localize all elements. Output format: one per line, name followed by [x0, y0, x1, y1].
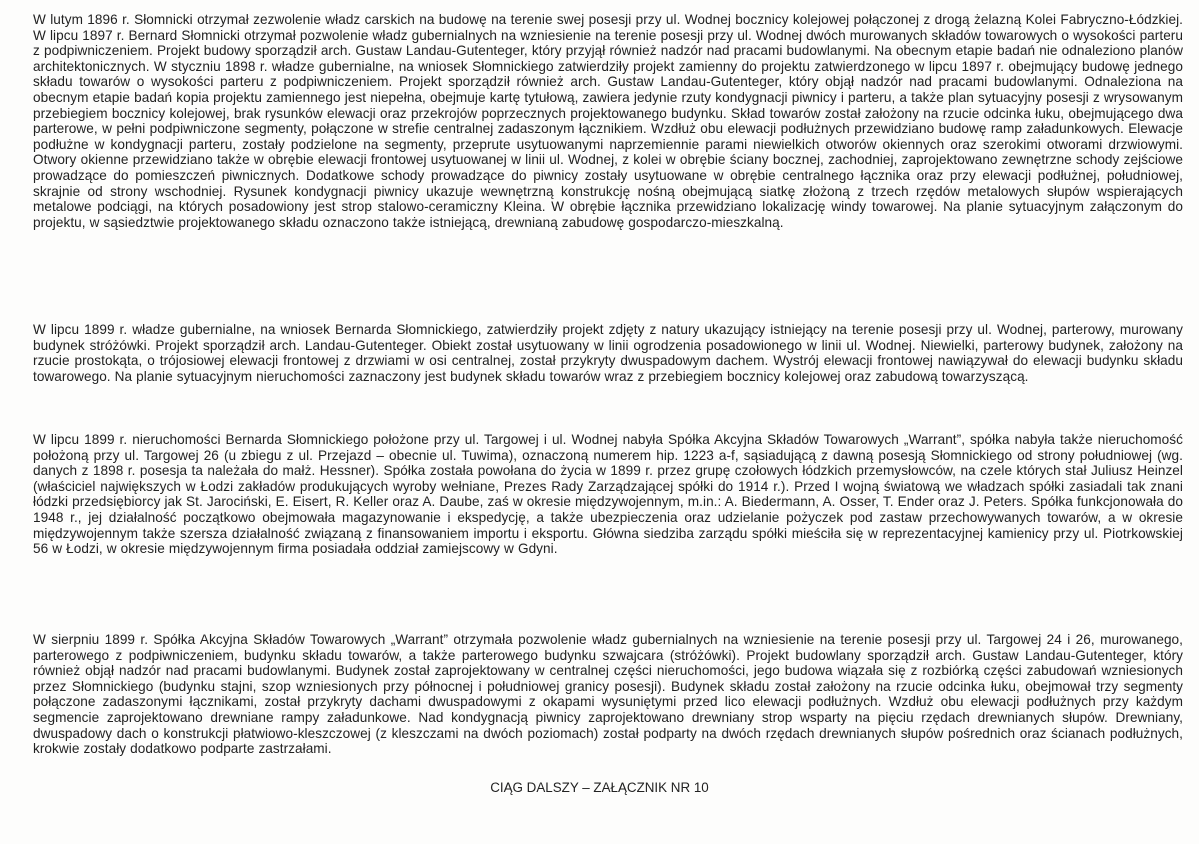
- paragraph-warehouse-construction: W sierpniu 1899 r. Spółka Akcyjna Składów Towarowych „Warrant” otrzymała pozwolenie władz gubernialnych na wzniesienie na terenie posesji przy ul. Targowej 24 i 26, murowanego, parterowego z podpiwniczeniem, budynku składu towarów, a także parterowego budynku szwajcara (stróżówki). Projekt budowlany sporządził arch. Gustaw Landau-Gutenteger, który również objął nadzór nad pracami budowlanymi. Budynek został zaprojektowany w centralnej części nieruchomości, jego budowa wiązała się z rozbiórką części zabudowań wzniesionych przez Słomnickiego (budynku stajni, szop wzniesionych przy północnej i południowej granicy posesji). Budynek składu został założony na rzucie odcinka łuku, obejmował trzy segmenty połączone zadaszonymi łącznikami, został przykryty dachami dwuspadowymi z okapami wysuniętymi przed lico elewacji podłużnych. Wzdłuż obu elewacji podłużnych przy każdym segmencie zaprojektowano drewniane rampy załadunkowe. Nad kondygnacją piwnicy zaprojektowano drewniany strop wsparty na pięciu rzędach drewnianych słupów. Drewniany, dwuspadowy dach o konstrukcji płatwiowo-kleszczowej (z kleszczami na dwóch poziomach) został podparty na dwóch rzędach drewnianych słupów pośrednich oraz ścianach podłużnych, krokwie zostały dodatkowo podparte zastrzałami.: [33, 632, 1183, 757]
- paragraph-warrant-company: W lipcu 1899 r. nieruchomości Bernarda Słomnickiego położone przy ul. Targowej i ul. Wodnej nabyła Spółka Akcyjna Składów Towarowych „Warrant”, spółka nabyła także nieruchomość położoną przy ul. Targowej 26 (u zbiegu z ul. Przejazd – obecnie ul. Tuwima), oznaczoną numerem hip. 1223 a-f, sąsiadującą z dawną posesją Słomnickiego od strony południowej (wg. danych z 1898 r. posesja ta należała do małż. Hessner). Spółka została powołana do życia w 1899 r. przez grupę czołowych łódzkich przemysłowców, na czele których stał Juliusz Heinzel (właściciel największych w Łodzi zakładów produkujących wyroby wełniane, Prezes Rady Zarządzającej spółki do 1914 r.). Przed I wojną światową we władzach spółki zasiadali tak znani łódzki przedsiębiorcy jak St. Jarociński, E. Eisert, R. Keller oraz A. Daube, zaś w okresie międzywojennym, m.in.: A. Biedermann, A. Osser, T. Ender oraz J. Peters. Spółka funkcjonowała do 1948 r., jej działalność początkowo obejmowała magazynowanie i ekspedycję, a także ubezpieczenia oraz udzielanie pożyczek pod zastaw przechowywanych towarów, a w okresie międzywojennym także szersza działalność związaną z finansowaniem importu i eksportu. Główna siedziba zarządu spółki mieściła się w reprezentacyjnej kamienicy przy ul. Piotrkowskiej 56 w Łodzi, w okresie międzywojennym firma posiadała oddział zamiejscowy w Gdyni.: [33, 432, 1183, 557]
- paragraph-warehouse-history: W lutym 1896 r. Słomnicki otrzymał zezwolenie władz carskich na budowę na terenie swej posesji przy ul. Wodnej bocznicy kolejowej połączonej z drogą żelazną Kolei Fabryczno-Łódzkiej. W lipcu 1897 r. Bernard Słomnicki otrzymał pozwolenie władz gubernialnych na wzniesienie na terenie posesji przy ul. Wodnej dwóch murowanych składów towarowych o wysokości parteru z podpiwniczeniem. Projekt budowy sporządził arch. Gustaw Landau-Gutenteger, który przyjął również nadzór nad pracami budowlanymi. Na obecnym etapie badań nie odnaleziono planów architektonicznych. W styczniu 1898 r. władze gubernialne, na wniosek Słomnickiego zatwierdziły projekt zamienny do projektu zatwierdzonego w lipcu 1897 r. obejmujący budowę jednego składu towarów o wysokości parteru z podpiwniczeniem. Projekt sporządził również arch. Gustaw Landau-Gutenteger, który objął nadzór nad pracami budowlanymi. Odnaleziona na obecnym etapie badań kopia projektu zamiennego jest niepełna, obejmuje kartę tytułową, zawiera jedynie rzuty kondygnacji piwnicy i parteru, a także plan sytuacyjny posesji z wrysowanym przebiegiem bocznicy kolejowej, brak rysunków elewacji oraz przekrojów poprzecznych projektowanego budynku. Skład towarów został założony na rzucie odcinka łuku, obejmującego dwa parterowe, w pełni podpiwniczone segmenty, połączone w strefie centralnej zadaszonym łącznikiem. Wzdłuż obu elewacji podłużnych przewidziano budowę ramp załadunkowych. Elewacje podłużne w kondygnacji parteru, zostały podzielone na segmenty, przeprute usytuowanymi naprzemiennie parami niewielkich otworów okiennych oraz szerokimi otworami drzwiowymi. Otwory okienne przewidziano także w obrębie elewacji frontowej usytuowanej w linii ul. Wodnej, z kolei w obrębie ściany bocznej, zachodniej, zaprojektowano zewnętrzne schody zejściowe prowadzące do pomieszczeń piwnicznych. Dodatkowe schody prowadzące do piwnicy zostały usytuowane w obrębie centralnego łącznika oraz przy elewacji podłużnej, południowej, skrajnie od strony wschodniej. Rysunek kondygnacji piwnicy ukazuje wewnętrzną konstrukcję nośną obejmującą siatkę złożoną z trzech rzędów metalowych słupów wspierających metalowe podciągi, na których posadowiony jest strop stalowo-ceramiczny Kleina. W obrębie łącznika przewidziano lokalizację windy towarowej. Na planie sytuacyjnym załączonym do projektu, w sąsiedztwie projektowanego składu oznaczono także istniejącą, drewnianą zabudowę gospodarczo-mieszkalną.: [33, 12, 1183, 230]
- paragraph-gatehouse: W lipcu 1899 r. władze gubernialne, na wniosek Bernarda Słomnickiego, zatwierdziły projekt zdjęty z natury ukazujący istniejący na terenie posesji przy ul. Wodnej, parterowy, murowany budynek stróżówki. Projekt sporządził arch. Landau-Gutenteger. Obiekt został usytuowany w linii ogrodzenia posadowionego w linii ul. Wodnej. Niewielki, parterowy budynek, założony na rzucie prostokąta, o trójosiowej elewacji frontowej z drzwiami w osi centralnej, został przykryty dwuspadowym dachem. Wystrój elewacji frontowej nawiązywał do elewacji budynku składu towarowego. Na planie sytuacyjnym nieruchomości zaznaczony jest budynek składu towarów wraz z przebiegiem bocznicy kolejowej oraz zabudową towarzyszącą.: [33, 322, 1183, 384]
- footer-continuation-label: CIĄG DALSZY – ZAŁĄCZNIK NR 10: [490, 780, 709, 795]
